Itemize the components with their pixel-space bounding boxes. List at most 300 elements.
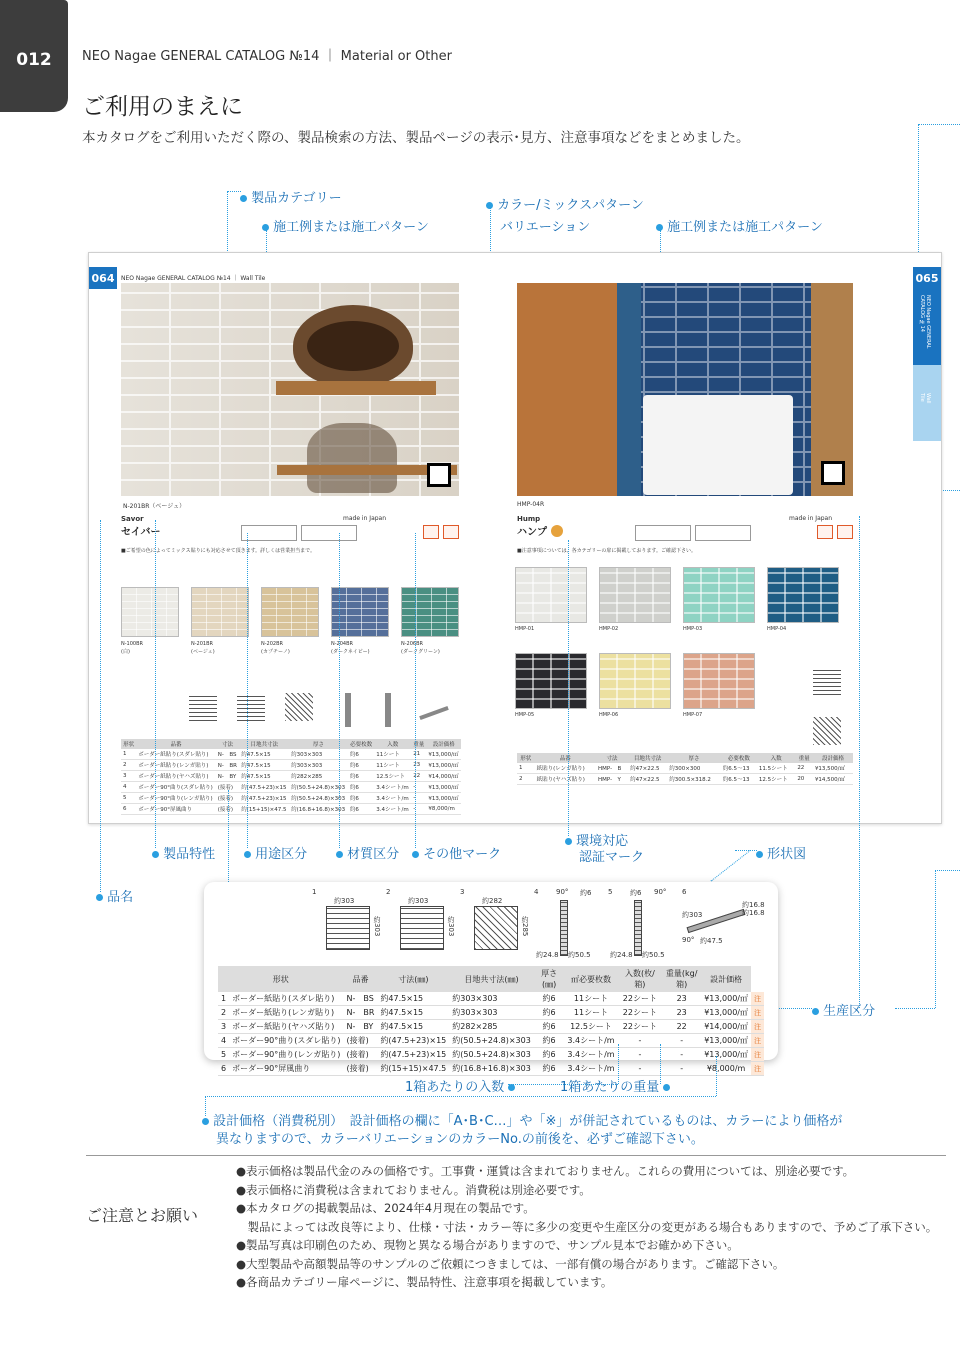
connector (568, 540, 569, 836)
table-cell: HMP- Y (596, 774, 628, 785)
note-item: ●表示価格は製品代金のみの価格です。工事費・運賃は含まれておりません。これらの費用については、別途必要です。 (236, 1164, 855, 1178)
color-swatch (261, 587, 319, 637)
bullet-icon (565, 838, 572, 845)
eco-mark-icon (817, 525, 833, 539)
label-price-1 (202, 1110, 842, 1129)
label-color-mix (486, 194, 644, 213)
table-cell: 11シート (374, 749, 411, 760)
table-cell: 約47.5×15 (377, 1006, 449, 1020)
label-other-mark (412, 843, 501, 862)
table-cell: - (662, 1062, 701, 1076)
table-cell: ¥13,000/㎡ (426, 782, 461, 793)
connector (155, 520, 156, 848)
table-header: 重量 (411, 739, 426, 749)
table-row (121, 760, 461, 771)
page-title: ご利用のまえに (82, 94, 243, 120)
zoom-spec-table (218, 966, 764, 1076)
dim-a: 90° (556, 888, 569, 896)
other-mark-icon (443, 525, 459, 539)
table-cell: ¥13,000/㎡ (426, 793, 461, 804)
shape-number: 2 (386, 888, 391, 896)
table-row (218, 992, 764, 1006)
color-swatch (599, 653, 671, 709)
table-cell: 約(16.8+16.8)×303 (449, 1062, 534, 1076)
left-product-jp: セイバー (121, 527, 161, 538)
table-row (121, 749, 461, 760)
table-cell: 約6 (534, 1034, 565, 1048)
swatch-code: N-100BR (121, 641, 143, 647)
left-spec-table (121, 739, 461, 815)
table-header: 品番 (344, 966, 378, 992)
table-cell: ボーダー90°曲り(レンガ貼り) (136, 793, 216, 804)
table-cell: 4 (218, 1034, 229, 1048)
swatch-code: HMP-01 (515, 626, 535, 632)
table-cell: (接着) (344, 1062, 378, 1076)
table-cell: ¥13,000/㎡ (701, 1048, 751, 1062)
table-header: 入数 (757, 753, 795, 763)
swatch-name: (白) (121, 649, 130, 655)
table-header: ㎡必要枚数 (564, 966, 617, 992)
caution-mark: 注 (751, 1006, 764, 1020)
table-row (121, 793, 461, 804)
right-side-tab: NEO Nagae GENERAL CATALOG №14 (913, 289, 941, 365)
table-cell: 約6 (534, 1062, 565, 1076)
dim-top: 約303 (408, 897, 429, 905)
table-cell: 1 (517, 763, 535, 774)
table-cell: 3 (121, 771, 136, 782)
table-cell: ボーダー紙貼り(レンガ貼り) (136, 760, 216, 771)
table-cell: 11.5シート (757, 763, 795, 774)
dim-d: 約50.5 (568, 951, 591, 959)
margin-connector (918, 124, 960, 125)
table-cell: 約6 (348, 804, 374, 815)
label-production (812, 1000, 875, 1019)
table-cell: 12.5シート (374, 771, 411, 782)
table-cell: 3.4シート/m (564, 1048, 617, 1062)
table-cell: 22 (662, 1020, 701, 1034)
right-product-en: Hump (517, 515, 541, 523)
bullet-icon (412, 851, 419, 858)
swatch-code: HMP-04 (767, 626, 787, 632)
notes-list (236, 1163, 937, 1293)
door-frame (617, 283, 641, 496)
bullet-icon (202, 1118, 209, 1125)
bullet-icon (812, 1008, 819, 1015)
table-cell: 約6 (348, 749, 374, 760)
table-cell: N- BS (216, 749, 240, 760)
table-cell: 12.5シート (564, 1020, 617, 1034)
table-cell: N- BY (216, 771, 240, 782)
wash-basin (643, 395, 793, 495)
table-cell: 約(47.5+23)×15 (239, 793, 289, 804)
label-price-2: 異なりますので、カラーバリエーションのカラーNo.の前後を、必ずご確認下さい。 (216, 1132, 704, 1147)
swatch-code: HMP-07 (683, 712, 703, 718)
table-cell: ボーダー紙貼り(ヤハズ貼り) (229, 1020, 343, 1034)
bullet-icon (96, 894, 103, 901)
table-cell: - (618, 1048, 663, 1062)
right-side-subtab: Wall Tile (913, 365, 941, 441)
table-cell: 22 (411, 771, 426, 782)
table-header: 寸法 (216, 739, 240, 749)
material-icons (695, 525, 751, 541)
note-item: ●表示価格に消費税は含まれておりません。消費税は別途必要です。 (236, 1182, 591, 1197)
table-header: 重量 (795, 753, 813, 763)
connector (859, 516, 860, 1008)
table-cell: 6 (121, 804, 136, 815)
table-cell: 12.5シート (757, 774, 795, 785)
dim-b: 約6 (580, 889, 592, 897)
table-cell: - (411, 782, 426, 793)
table-cell: 約(50.5+24.8)×303 (449, 1048, 534, 1062)
table-cell: 5 (218, 1048, 229, 1062)
label-text: 形状図 (767, 847, 807, 862)
label-box-qty (405, 1076, 515, 1095)
table-cell: 3.4シート/m (374, 804, 411, 815)
table-cell: (接着) (216, 782, 240, 793)
table-cell: HMP- B (596, 763, 628, 774)
table-cell: - (618, 1034, 663, 1048)
shape-pattern (474, 906, 518, 950)
dim-side: 約303 (373, 916, 381, 937)
bullet-icon (663, 1084, 670, 1091)
wood-stand (276, 381, 436, 395)
table-cell: 約(15+15)×47.5 (239, 804, 289, 815)
table-row (218, 1048, 764, 1062)
table-cell: 23 (411, 760, 426, 771)
table-cell: - (618, 1062, 663, 1076)
table-cell: 約282×285 (449, 1020, 534, 1034)
table-cell: ¥13,500/㎡ (813, 763, 853, 774)
shape-pattern (400, 906, 444, 950)
table-cell: 2 (218, 1006, 229, 1020)
label-variation: バリエーション (500, 220, 591, 235)
shape-number: 1 (312, 888, 317, 896)
table-cell: 3.4シート/m (374, 793, 411, 804)
right-page-number: 065 (913, 267, 941, 289)
table-cell: 約6 (348, 760, 374, 771)
note-item: ●各商品カテゴリー扉ページに、製品特性、注意事項を掲載しています。 (236, 1275, 613, 1289)
note-item: ●製品写真は印刷色のため、現物と異なる場合がありますので、サンプル見本でお確かめ下さい。 (236, 1238, 739, 1252)
caution-mark: 注 (751, 1034, 764, 1048)
table-cell: 約6 (348, 782, 374, 793)
label-example-right (656, 216, 823, 235)
label-feature (152, 843, 215, 862)
table-header: 厚さ(㎜) (534, 966, 565, 992)
dim-top: 約282 (482, 897, 503, 905)
connector (711, 850, 751, 882)
zoom-shapes (312, 886, 772, 964)
label-box-weight (560, 1076, 670, 1095)
coffee-grounds (307, 321, 399, 371)
connector (339, 533, 340, 848)
shape-number: 4 (534, 888, 539, 896)
table-cell: 約303×303 (289, 749, 348, 760)
table-cell: 約300×300 (667, 763, 721, 774)
note-item: ●大型製品や高額製品等のサンプルのご依頼につきましては、一部有償の場合があります。ご確認下さい。 (236, 1256, 785, 1271)
table-cell: 約(47.5+23)×15 (239, 782, 289, 793)
dim-c: 約303 (682, 911, 703, 919)
swatch-code: N-202BR (261, 641, 283, 647)
table-cell: ボーダー紙貼り(スダレ貼り) (229, 992, 343, 1006)
right-caption: HMP-04R (517, 501, 545, 508)
eco-cert-icon (551, 525, 563, 537)
table-cell: 約47.5×15 (377, 1020, 449, 1034)
bullet-icon (756, 851, 763, 858)
table-row (218, 1020, 764, 1034)
table-cell: 23 (662, 992, 701, 1006)
table-cell: 22 (795, 763, 813, 774)
left-page-number: 064 (89, 267, 117, 289)
shape-pattern (326, 906, 370, 950)
table-header: 重量(kg/箱) (662, 966, 701, 992)
dim-side: 約303 (447, 916, 455, 937)
qr-code-icon (821, 461, 845, 485)
table-header: 設計価格 (426, 739, 461, 749)
table-cell: (接着) (216, 804, 240, 815)
table-cell: 約47.5×15 (377, 992, 449, 1006)
table-cell: (接着) (216, 793, 240, 804)
table-cell: (接着) (344, 1048, 378, 1062)
connector (227, 191, 241, 192)
swatch-code: HMP-02 (599, 626, 619, 632)
catalog-spread (88, 252, 942, 824)
right-product-jp: ハンプ (517, 527, 547, 538)
bullet-icon (240, 195, 247, 202)
table-cell: 4 (121, 782, 136, 793)
table-cell: ボーダー紙貼り(レンガ貼り) (229, 1006, 343, 1020)
table-header: 品番 (136, 739, 216, 749)
table-row (218, 1062, 764, 1076)
dim-c: 約24.8 (536, 951, 559, 959)
swatch-code: HMP-03 (683, 626, 703, 632)
table-cell: ¥14,500/㎡ (813, 774, 853, 785)
table-cell: 約6 (534, 992, 565, 1006)
swatch-code: N-204BR (331, 641, 353, 647)
table-cell: 約6 (534, 1048, 565, 1062)
table-cell: 約300.5×318.2 (667, 774, 721, 785)
table-cell: 1 (121, 749, 136, 760)
table-header: 必要枚数 (721, 753, 757, 763)
caution-mark: 注 (751, 992, 764, 1006)
label-text: 生産区分 (823, 1004, 876, 1019)
color-swatch (767, 567, 839, 623)
table-cell: ¥13,000/㎡ (426, 749, 461, 760)
material-icons (301, 525, 357, 541)
table-cell: 約(15+15)×47.5 (377, 1062, 449, 1076)
table-header: 品番 (535, 753, 596, 763)
shape-diagram-1 (189, 693, 217, 721)
table-header: 形状 (517, 753, 535, 763)
label-text: 1箱あたりの重量 (560, 1080, 660, 1095)
color-swatch (191, 587, 249, 637)
table-cell: 約(50.5+24.8)×303 (289, 782, 348, 793)
table-header: 入数 (374, 739, 411, 749)
notes-divider (86, 1155, 946, 1156)
table-cell: (接着) (344, 1034, 378, 1048)
left-photo (121, 283, 459, 496)
table-cell: 約(47.5+23)×15 (377, 1048, 449, 1062)
label-text: 用途区分 (255, 847, 308, 862)
table-cell: 23 (662, 1006, 701, 1020)
shape-diagram-3 (285, 693, 313, 721)
label-text: 環境対応 (576, 834, 629, 849)
table-cell: ¥14,000/㎡ (426, 771, 461, 782)
table-cell: - (411, 793, 426, 804)
table-header: 厚さ (289, 739, 348, 749)
table-cell: ボーダー90°屏風曲り (136, 804, 216, 815)
usage-icons (635, 525, 691, 541)
usage-icons (241, 525, 297, 541)
table-cell: ¥8,000/m (426, 804, 461, 815)
table-cell: 11シート (564, 1006, 617, 1020)
table-header: 形状 (121, 739, 136, 749)
label-category (240, 187, 342, 206)
caution-mark: 注 (751, 1048, 764, 1062)
table-cell: 約(50.5+24.8)×303 (449, 1034, 534, 1048)
catalog-header: NEO Nagae GENERAL CATALOG №14 ｜ Material or Other (82, 49, 452, 64)
eco-mark-icon (423, 525, 439, 539)
table-header: 厚さ (667, 753, 721, 763)
table-cell: 2 (121, 760, 136, 771)
shape-diagram-r1 (813, 667, 841, 695)
table-cell: 約(16.8+16.8)×303 (289, 804, 348, 815)
table-cell: 約47.5×15 (239, 771, 289, 782)
shape-diagram-r2 (813, 717, 841, 745)
table-cell: ¥13,000/㎡ (701, 992, 751, 1006)
qr-code-icon (427, 463, 451, 487)
label-text: 施工例または施工パターン (273, 220, 429, 235)
color-swatch (683, 567, 755, 623)
table-cell: 3.4シート/m (374, 782, 411, 793)
table-cell: N- BR (216, 760, 240, 771)
wood-door (517, 283, 617, 496)
table-cell: N- BR (344, 1006, 378, 1020)
table-cell: ボーダー90°曲り(レンガ貼り) (229, 1048, 343, 1062)
table-header: 寸法(㎜) (377, 966, 449, 992)
table-row (121, 782, 461, 793)
shape-number: 5 (608, 888, 613, 896)
table-cell: 紙貼り(ヤハズ貼り) (535, 774, 596, 785)
margin-connector (935, 870, 960, 871)
label-text: 材質区分 (347, 847, 400, 862)
label-text: 1箱あたりの入数 (405, 1080, 505, 1095)
table-cell: 11シート (374, 760, 411, 771)
connector (100, 520, 101, 892)
table-cell: 3.4シート/m (564, 1062, 617, 1076)
right-madein: made in Japan (789, 515, 833, 522)
dim-a: 約6 (630, 889, 642, 897)
label-material (336, 843, 399, 862)
color-swatch (515, 567, 587, 623)
table-cell: 約303×303 (449, 1006, 534, 1020)
table-cell: ボーダー紙貼り(スダレ貼り) (136, 749, 216, 760)
table-cell: 約47.5×15 (239, 760, 289, 771)
table-cell: ¥13,000/㎡ (701, 1006, 751, 1020)
table-cell: 5 (121, 793, 136, 804)
table-cell: 約6 (348, 771, 374, 782)
table-cell: 約282×285 (289, 771, 348, 782)
label-shape (756, 843, 806, 862)
table-row (218, 1006, 764, 1020)
table-cell: 22シート (618, 1020, 663, 1034)
label-text: カラー/ミックスパターン (497, 198, 644, 213)
table-cell: 紙貼り(レンガ貼り) (535, 763, 596, 774)
table-cell: ¥13,000/㎡ (426, 760, 461, 771)
table-cell: ボーダー90°曲り(スダレ貼り) (229, 1034, 343, 1048)
connector (735, 850, 757, 851)
color-swatch (121, 587, 179, 637)
label-product-name (96, 886, 133, 905)
note-item: ●本カタログの掲載製品は、2024年4月現在の製品です。 (236, 1201, 535, 1215)
swatch-name: (カプチーノ) (261, 649, 290, 655)
table-cell: 11シート (564, 992, 617, 1006)
swatch-name: (ベージュ) (191, 649, 215, 655)
caution-mark: 注 (751, 1062, 764, 1076)
dim-e: 約47.5 (700, 937, 723, 945)
table-cell: 約47×22.5 (628, 774, 667, 785)
label-usage (244, 843, 307, 862)
page-number: 012 (0, 0, 68, 112)
table-cell: 約47.5×15 (239, 749, 289, 760)
label-text: 製品特性 (163, 847, 216, 862)
label-text: 施工例または施工パターン (667, 220, 823, 235)
table-cell: 約47×22.5 (628, 763, 667, 774)
margin-connector (935, 870, 936, 1008)
table-cell: - (662, 1048, 701, 1062)
other-mark-icon (837, 525, 853, 539)
dim-b: 約16.8 (742, 909, 765, 917)
label-text: その他マーク (423, 847, 502, 862)
table-cell: N- BY (344, 1020, 378, 1034)
table-header: 寸法 (596, 753, 628, 763)
table-cell: 約303×303 (289, 760, 348, 771)
table-cell: - (662, 1034, 701, 1048)
table-cell: ボーダー紙貼り(ヤハズ貼り) (136, 771, 216, 782)
table-cell: ¥14,000/㎡ (701, 1020, 751, 1034)
table-cell: 約(47.5+23)×15 (377, 1034, 449, 1048)
shape-number: 3 (460, 888, 465, 896)
table-header: 設計価格 (701, 966, 751, 992)
right-desc: ■注意事項については、各カテゴリーの扉に掲載しております。ご確認下さい。 (517, 548, 697, 554)
table-cell: 約303×303 (449, 992, 534, 1006)
swatch-name: (ダークグリーン) (401, 649, 440, 655)
dim-top: 約303 (334, 897, 355, 905)
label-eco-2: 認証マーク (579, 850, 645, 865)
dim-b: 90° (654, 888, 667, 896)
swatch-code: HMP-05 (515, 712, 535, 718)
table-cell: ボーダー90°曲り(スダレ貼り) (136, 782, 216, 793)
table-header: 設計価格 (813, 753, 853, 763)
table-header: 入数(枚/箱) (618, 966, 663, 992)
label-text: 製品カテゴリー (251, 191, 342, 206)
coffee-server (307, 423, 397, 493)
caution-mark: 注 (751, 1020, 764, 1034)
label-text: 品名 (107, 890, 134, 905)
connector (415, 533, 416, 848)
shape-diagram-6 (419, 706, 449, 720)
table-row (121, 771, 461, 782)
table-cell: 22シート (618, 1006, 663, 1020)
swatch-code: N-201BR (191, 641, 213, 647)
left-product-en: Savor (121, 515, 144, 523)
margin-connector (895, 1008, 935, 1009)
left-desc: ■ご希望の色によってミックス貼りにも対応させて頂きます。詳しくは営業担当まで。 (121, 548, 316, 554)
swatch-name: (ダークネイビー) (331, 649, 370, 655)
swatch-code: N-206BR (401, 641, 423, 647)
table-row (121, 804, 461, 815)
table-cell: 3.4シート/m (564, 1034, 617, 1048)
dim-d: 90° (682, 936, 695, 944)
